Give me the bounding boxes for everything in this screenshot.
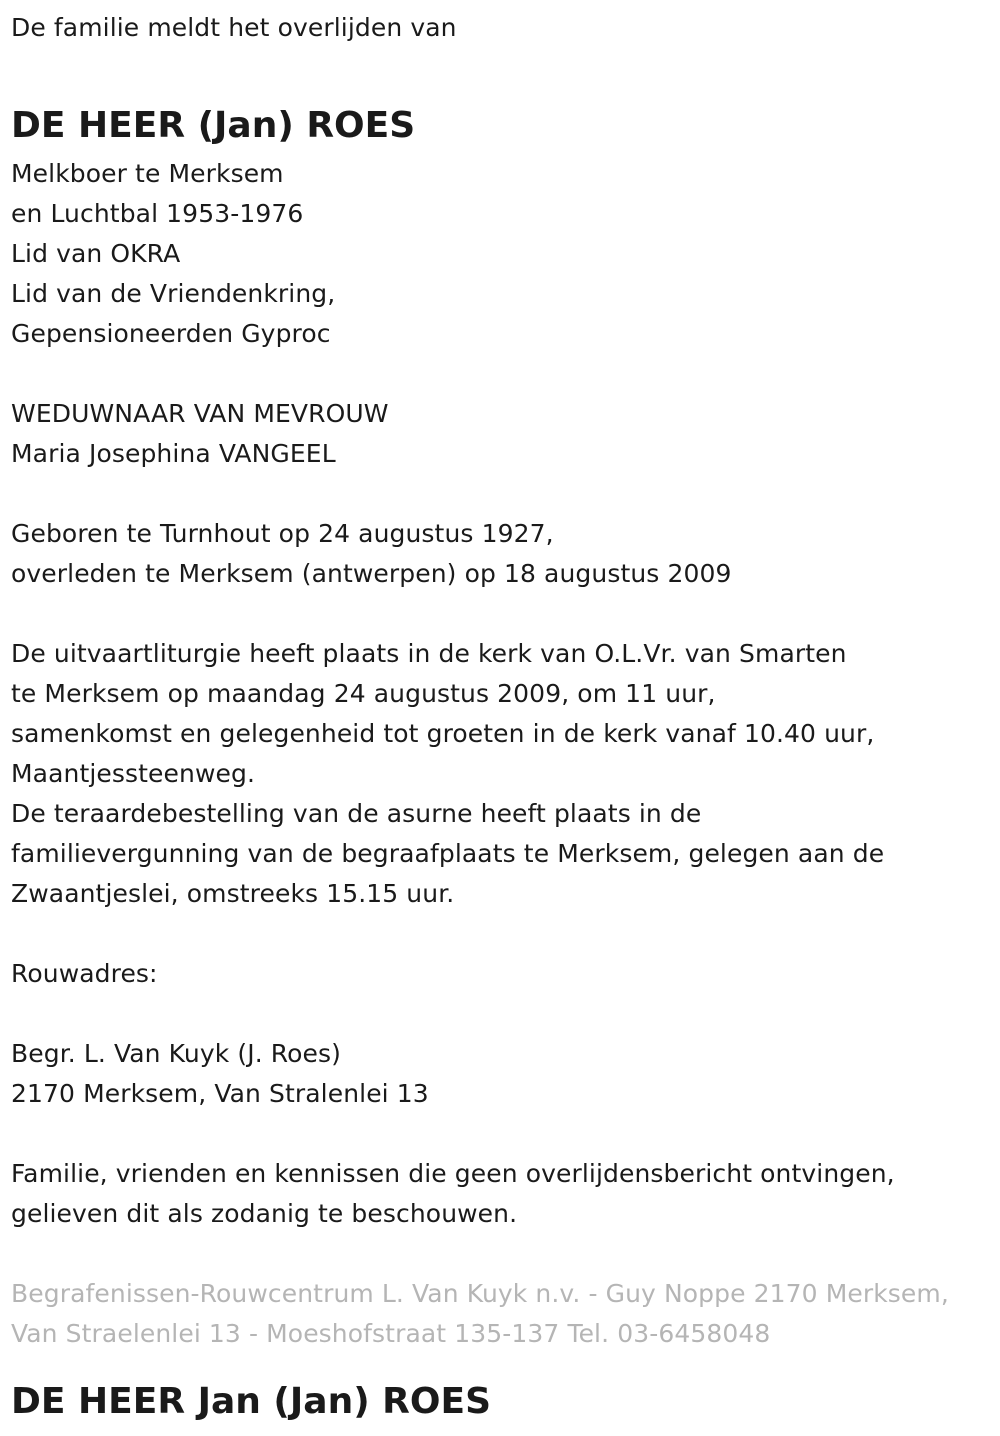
spacer bbox=[11, 354, 991, 394]
birth-death-block bbox=[11, 514, 991, 594]
address-block bbox=[11, 1034, 991, 1114]
ceremony-line: Zwaantjeslei, omstreeks 15.15 uur. bbox=[11, 879, 455, 908]
address-label: Rouwadres: bbox=[11, 959, 158, 988]
ceremony-line: te Merksem op maandag 24 augustus 2009, om 11 uur, bbox=[11, 679, 716, 708]
funeral-home-line: Van Straelenlei 13 - Moeshofstraat 135-137 Tel. 03-6458048 bbox=[11, 1319, 771, 1348]
title-line: en Luchtbal 1953-1976 bbox=[11, 199, 304, 228]
birth-line: Geboren te Turnhout op 24 augustus 1927, bbox=[11, 519, 554, 548]
ceremony-line: Maantjessteenweg. bbox=[11, 759, 255, 788]
spacer bbox=[11, 594, 991, 634]
title-line: Melkboer te Merksem bbox=[11, 159, 284, 188]
spacer bbox=[11, 474, 991, 514]
address-line: 2170 Merksem, Van Stralenlei 13 bbox=[11, 1079, 429, 1108]
ceremony-block bbox=[11, 634, 991, 914]
spacer bbox=[11, 1114, 991, 1154]
spouse-line: Maria Josephina VANGEEL bbox=[11, 439, 336, 468]
ceremony-line: samenkomst en gelegenheid tot groeten in de kerk vanaf 10.40 uur, bbox=[11, 719, 875, 748]
deceased-full-name: DE HEER Jan (Jan) ROES bbox=[11, 1381, 492, 1422]
funeral-home-line: Begrafenissen-Rouwcentrum L. Van Kuyk n.v. - Guy Noppe 2170 Merksem, bbox=[11, 1279, 949, 1308]
ceremony-line: familievergunning van de begraafplaats te Merksem, gelegen aan de bbox=[11, 839, 885, 868]
title-line: Lid van OKRA bbox=[11, 239, 181, 268]
spacer bbox=[11, 994, 991, 1034]
obituary-notice bbox=[11, 8, 991, 1422]
spacer bbox=[11, 1234, 991, 1274]
intro-text: De familie meldt het overlijden van bbox=[11, 13, 457, 42]
address-line: Begr. L. Van Kuyk (J. Roes) bbox=[11, 1039, 342, 1068]
title-line: Gepensioneerden Gyproc bbox=[11, 319, 331, 348]
deceased-name: DE HEER (Jan) ROES bbox=[11, 105, 416, 146]
spacer bbox=[11, 914, 991, 954]
death-line: overleden te Merksem (antwerpen) op 18 augustus 2009 bbox=[11, 559, 732, 588]
notice-line: Familie, vrienden en kennissen die geen overlijdensbericht ontvingen, bbox=[11, 1159, 895, 1188]
ceremony-line: De teraardebestelling van de asurne heeft plaats in de bbox=[11, 799, 702, 828]
spouse-line: WEDUWNAAR VAN MEVROUW bbox=[11, 399, 389, 428]
title-line: Lid van de Vriendenkring, bbox=[11, 279, 336, 308]
ceremony-line: De uitvaartliturgie heeft plaats in de kerk van O.L.Vr. van Smarten bbox=[11, 639, 847, 668]
notice-block bbox=[11, 1154, 991, 1234]
funeral-home-footer bbox=[11, 1274, 991, 1354]
titles-block bbox=[11, 154, 991, 354]
notice-line: gelieven dit als zodanig te beschouwen. bbox=[11, 1199, 518, 1228]
spouse-block bbox=[11, 394, 991, 474]
